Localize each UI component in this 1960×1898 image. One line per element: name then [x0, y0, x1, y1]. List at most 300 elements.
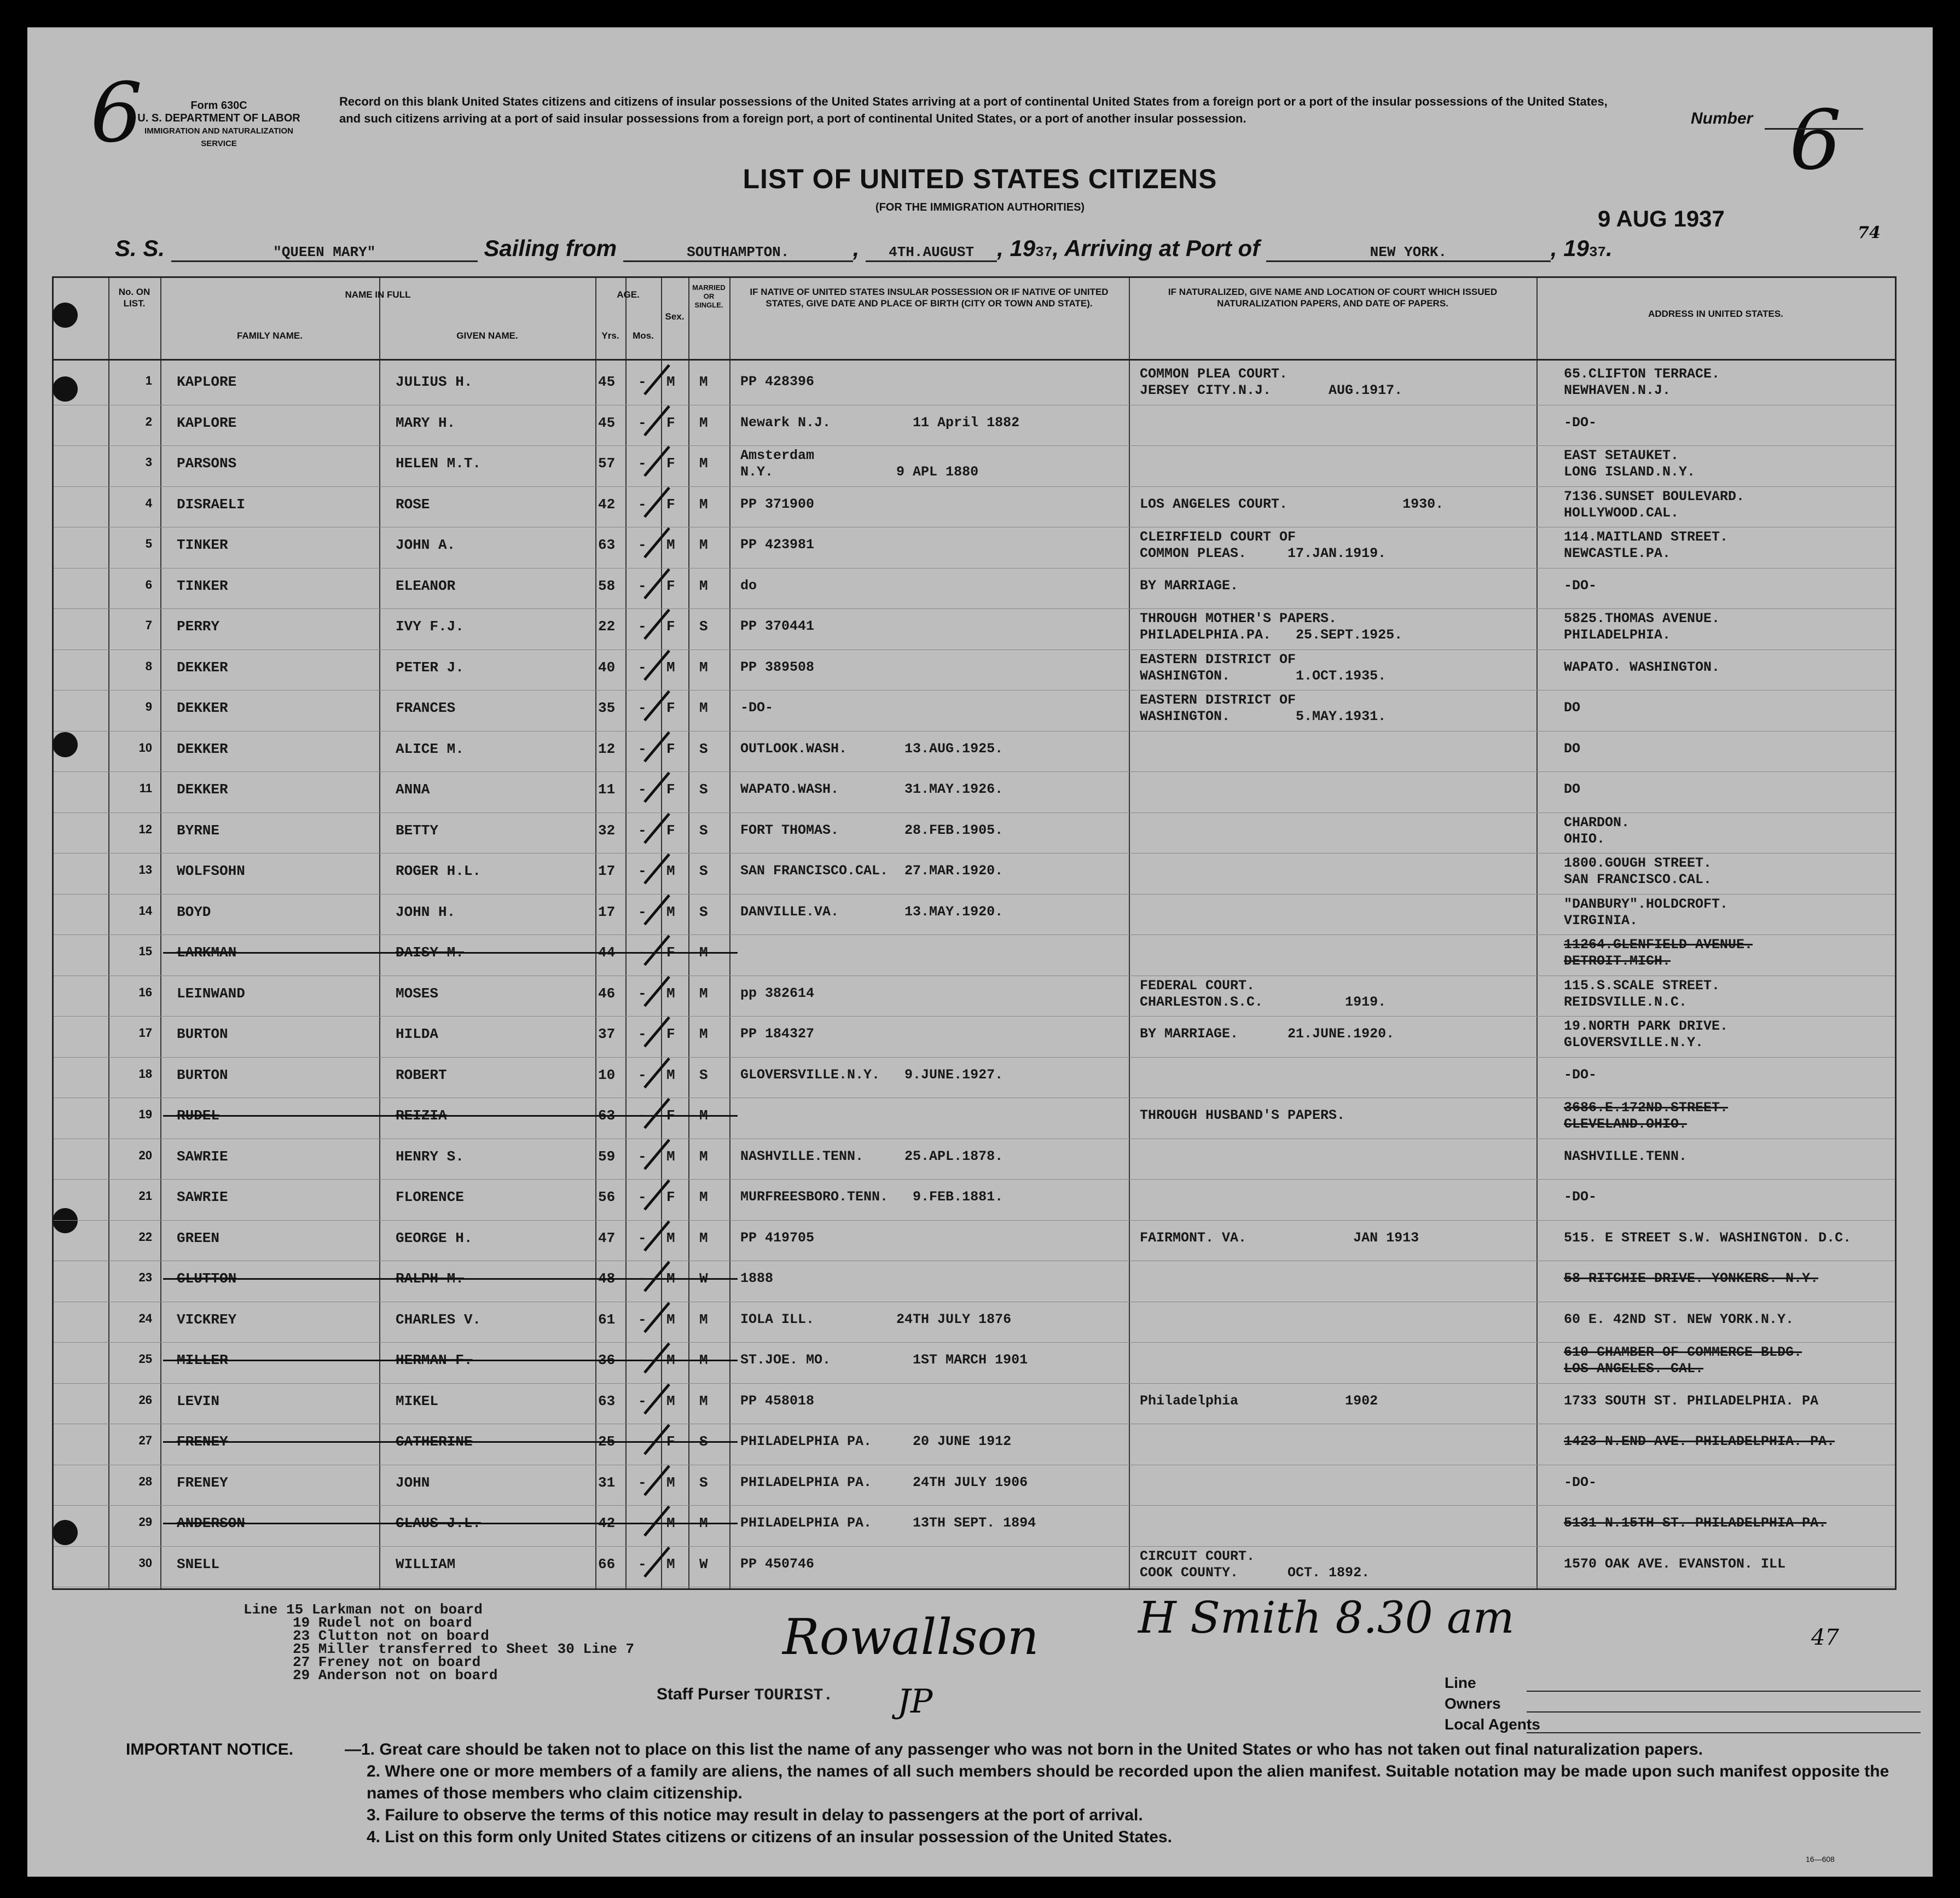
row-number: 18 [138, 1066, 152, 1081]
us-address-line1: DO [1564, 740, 1581, 757]
birth-info-line2: N.Y. 9 APL 1880 [740, 464, 979, 480]
row-number: 13 [138, 863, 152, 877]
binding-hole [53, 1520, 78, 1545]
page-number: 47 [1811, 1625, 1839, 1650]
notice-item: 4. List on this form only United States citizens or citizens of an insular possession of the United States. [367, 1828, 1172, 1846]
us-address-line1: 58 RITCHIE DRIVE. YONKERS. N.Y. [1564, 1270, 1819, 1286]
given-name: ALICE M. [396, 740, 464, 757]
header-name-in-full: NAME IN FULL [345, 289, 411, 300]
notice-item: 3. Failure to observe the terms of this notice may result in delay to passengers at the port of arrival. [367, 1806, 1143, 1824]
marital-status: M [699, 944, 708, 961]
age-months: - [638, 1555, 647, 1572]
us-address-line1: 1423 N.END AVE. PHILADELPHIA. PA. [1564, 1433, 1835, 1449]
naturalization-info-line1: BY MARRIAGE. 21.JUNE.1920. [1140, 1026, 1395, 1042]
arrival-year-prefix: 19 [1563, 235, 1589, 261]
marital-status: M [699, 455, 708, 472]
row-number: 6 [145, 577, 152, 591]
strike-through-line [163, 1115, 738, 1117]
birth-info-line1: Amsterdam [740, 448, 815, 463]
note-line: 29 Anderson not on board [293, 1667, 498, 1684]
purser-signature: Rowallson [782, 1609, 1039, 1666]
given-name: MIKEL [396, 1392, 439, 1409]
passenger-table [52, 276, 1897, 1590]
given-name: DAISY M. [396, 944, 464, 961]
birth-info-line1: OUTLOOK.WASH. 13.AUG.1925. [740, 740, 1004, 757]
naturalization-info-line1: EASTERN DISTRICT OF [1140, 692, 1296, 708]
sailing-label: Sailing from [484, 235, 617, 261]
given-name: ANNA [396, 781, 430, 798]
binding-hole [53, 1208, 78, 1233]
given-name: BETTY [396, 822, 439, 839]
us-address-line1: -DO- [1564, 1474, 1597, 1490]
birth-info-line1: PP 423981 [740, 537, 815, 553]
us-address-line1: 1733 SOUTH ST. PHILADELPHIA. PA [1564, 1392, 1819, 1409]
us-address-line2: CLEVELAND.OHIO. [1564, 1116, 1688, 1132]
age-months: - [638, 1107, 647, 1124]
us-address-line2: LOS ANGELES. CAL. [1564, 1361, 1704, 1377]
age-months: - [638, 618, 647, 635]
us-address-line2: NEWCASTLE.PA. [1564, 545, 1671, 561]
strike-through-line [163, 1441, 738, 1443]
us-address-line2: LONG ISLAND.N.Y. [1564, 464, 1696, 480]
us-address-line1: 5825.THOMAS AVENUE. [1564, 611, 1720, 626]
service-name: IMMIGRATION AND NATURALIZATION SERVICE [144, 126, 293, 148]
family-name: BURTON [177, 1026, 228, 1042]
sex: M [666, 1066, 675, 1083]
given-name: JOHN H. [396, 903, 456, 920]
number-field [1765, 128, 1863, 130]
given-name: PETER J. [396, 659, 464, 676]
given-name: ROBERT [396, 1066, 447, 1083]
owners-field [1527, 1711, 1921, 1713]
sex: F [666, 496, 675, 513]
header-no: No. ON LIST. [118, 287, 150, 309]
marital-status: S [699, 1066, 708, 1083]
marital-status: S [699, 903, 708, 920]
us-address-line2: VIRGINIA. [1564, 912, 1638, 928]
marital-status: M [699, 414, 708, 431]
age-years: 36 [598, 1352, 616, 1368]
corner-sheet-number-right: 6 [1789, 93, 1842, 188]
us-address-line1: 11264.GLENFIELD AVENUE. [1564, 937, 1753, 953]
row-number: 27 [138, 1433, 152, 1447]
us-address-line1: CHARDON. [1564, 814, 1630, 831]
sex: F [666, 1433, 675, 1450]
naturalization-info-line1: BY MARRIAGE. [1140, 577, 1239, 594]
sex: F [666, 781, 675, 798]
age-months: - [638, 781, 647, 798]
family-name: CLUTTON [177, 1270, 237, 1287]
birth-info-line1: -DO- [740, 700, 774, 716]
departure-year: 37 [1035, 244, 1053, 260]
age-years: 45 [598, 374, 616, 390]
age-months: - [638, 1352, 647, 1368]
age-months: - [638, 863, 647, 879]
arrival-year: 37 [1588, 244, 1607, 260]
given-name: MOSES [396, 985, 439, 1002]
line-field [1527, 1691, 1921, 1692]
family-name: DEKKER [177, 781, 228, 798]
row-number: 12 [138, 822, 152, 836]
naturalization-info-line2: COOK COUNTY. OCT. 1892. [1140, 1564, 1370, 1581]
age-months: - [638, 496, 647, 513]
year-prefix: 19 [1010, 235, 1036, 261]
us-address-line1: 7136.SUNSET BOULEVARD. [1564, 488, 1745, 504]
birth-info-line1: PP 450746 [740, 1555, 815, 1572]
given-name: JOHN A. [396, 537, 456, 553]
marital-status: M [699, 1026, 708, 1042]
age-months: - [638, 1392, 647, 1409]
sex: F [666, 740, 675, 757]
us-address-line1: -DO- [1564, 1189, 1597, 1205]
birth-info-line1: PP 370441 [740, 618, 815, 634]
header-address: ADDRESS IN UNITED STATES. [1648, 309, 1783, 319]
header-married-single: MARRIED OR SINGLE. [692, 283, 726, 309]
header-mos: Mos. [633, 330, 654, 341]
notice-item: —1. Great care should be taken not to place on this list the name of any passenger who was not born in the United States or who has not taken out final naturalization papers. [345, 1740, 1703, 1758]
family-name: LEVIN [177, 1392, 220, 1409]
row-number: 10 [138, 740, 152, 754]
us-address-line2: GLOVERSVILLE.N.Y. [1564, 1035, 1704, 1050]
given-name: ROSE [396, 496, 430, 513]
given-name: CHARLES V. [396, 1311, 482, 1328]
marital-status: M [699, 700, 708, 716]
marital-status: W [699, 1270, 708, 1287]
age-years: 46 [598, 985, 616, 1002]
birth-info-line1: pp 382614 [740, 985, 815, 1001]
family-name: BOYD [177, 903, 211, 920]
marital-status: M [699, 985, 708, 1002]
row-number: 3 [145, 455, 152, 469]
row-number: 26 [138, 1392, 152, 1407]
sex: F [666, 577, 675, 594]
family-name: KAPLORE [177, 414, 237, 431]
birth-info-line1: do [740, 577, 757, 594]
sex: M [666, 1148, 675, 1165]
sex: M [666, 1555, 675, 1572]
age-years: 32 [598, 822, 616, 839]
age-years: 40 [598, 659, 616, 676]
age-years: 10 [598, 1066, 616, 1083]
family-name: WOLFSOHN [177, 863, 245, 879]
naturalization-info-line1: CIRCUIT COURT. [1140, 1548, 1255, 1564]
row-number: 25 [138, 1352, 152, 1366]
marital-status: S [699, 1474, 708, 1491]
family-name: DEKKER [177, 659, 228, 676]
sex: M [666, 374, 675, 390]
age-years: 12 [598, 740, 616, 757]
family-name: VICKREY [177, 1311, 237, 1328]
sex: F [666, 1026, 675, 1042]
row-number: 20 [138, 1148, 152, 1162]
row-number: 4 [145, 496, 152, 510]
age-years: 61 [598, 1311, 616, 1328]
marital-status: M [699, 1189, 708, 1205]
age-years: 35 [598, 700, 616, 716]
age-years: 57 [598, 455, 616, 472]
naturalization-info-line2: WASHINGTON. 1.OCT.1935. [1140, 668, 1387, 684]
row-number: 22 [138, 1229, 152, 1244]
marital-status: M [699, 1311, 708, 1328]
age-months: - [638, 1189, 647, 1205]
birth-info-line1: PP 458018 [740, 1392, 815, 1409]
birth-info-line1: IOLA ILL. 24TH JULY 1876 [740, 1311, 1012, 1327]
row-number: 14 [138, 903, 152, 918]
sex: F [666, 1107, 675, 1124]
departure-date: 4TH.AUGUST [866, 244, 997, 262]
us-address-line2: OHIO. [1564, 831, 1605, 847]
sex: F [666, 700, 675, 716]
given-name: MARY H. [396, 414, 456, 431]
age-years: 17 [598, 903, 616, 920]
family-name: PARSONS [177, 455, 237, 472]
header-naturalization: IF NATURALIZED, GIVE NAME AND LOCATION OF COURT WHICH ISSUED NATURALIZATION PAPERS, AND DATE OF PAPERS. [1168, 287, 1498, 309]
given-name: CLAUS J.L. [396, 1515, 482, 1531]
row-number: 8 [145, 659, 152, 673]
given-name: WILLIAM [396, 1555, 456, 1572]
age-years: 17 [598, 863, 616, 879]
us-address-line1: -DO- [1564, 1066, 1597, 1083]
row-number: 17 [138, 1026, 152, 1040]
us-address-line1: 65.CLIFTON TERRACE. [1564, 366, 1720, 382]
strike-through-line [163, 952, 738, 954]
us-address-line2: NEWHAVEN.N.J. [1564, 382, 1671, 398]
us-address-line1: 1570 OAK AVE. EVANSTON. ILL [1564, 1555, 1786, 1572]
age-months: - [638, 374, 647, 390]
birth-info-line1: PP 371900 [740, 496, 815, 512]
us-address-line1: 115.S.SCALE STREET. [1564, 977, 1720, 994]
row-number: 23 [138, 1270, 152, 1284]
row-number: 30 [138, 1555, 152, 1570]
voyage-line: S. S. "QUEEN MARY" Sailing from SOUTHAMPTON. , 4TH.AUGUST , 1937, Arriving at Port of NEW YORK. , 1937. [115, 235, 1613, 261]
note-line: Line 15 Larkman not on board [243, 1601, 483, 1618]
marital-status: S [699, 863, 708, 879]
age-months: - [638, 1433, 647, 1450]
us-address-line1: 5131 N.15TH ST. PHILADELPHIA PA. [1564, 1515, 1827, 1531]
sex: M [666, 1270, 675, 1287]
initials: JP [897, 1682, 933, 1721]
age-years: 63 [598, 537, 616, 553]
row-number: 9 [145, 700, 152, 713]
arrival-date-stamp: 9 AUG 1937 [1598, 206, 1725, 231]
family-name: PERRY [177, 618, 220, 635]
naturalization-info-line1: LOS ANGELES COURT. 1930. [1140, 496, 1444, 512]
birth-info-line1: PHILADELPHIA PA. 24TH JULY 1906 [740, 1474, 1028, 1490]
family-name: DISRAELI [177, 496, 245, 513]
number-label: Number [1691, 109, 1753, 127]
marital-status: M [699, 577, 708, 594]
header-family-name: FAMILY NAME. [237, 330, 303, 341]
marital-status: M [699, 1352, 708, 1368]
birth-info-line1: 1888 [740, 1270, 774, 1286]
staff-purser [657, 1685, 833, 1705]
sex: M [666, 863, 675, 879]
sex: M [666, 985, 675, 1002]
birth-info-line1: NASHVILLE.TENN. 25.APL.1878. [740, 1148, 1004, 1164]
birth-info-line1: PP 389508 [740, 659, 815, 675]
given-name: RALPH M. [396, 1270, 464, 1287]
binding-hole [53, 303, 78, 328]
given-name: ROGER H.L. [396, 863, 482, 879]
us-address-line1: 19.NORTH PARK DRIVE. [1564, 1018, 1729, 1034]
age-months: - [638, 903, 647, 920]
marital-status: M [699, 537, 708, 553]
us-address-line1: EAST SETAUKET. [1564, 448, 1679, 463]
age-years: 56 [598, 1189, 616, 1205]
marital-status: M [699, 1515, 708, 1531]
family-name: DEKKER [177, 700, 228, 716]
naturalization-info-line2: WASHINGTON. 5.MAY.1931. [1140, 709, 1387, 724]
age-months: - [638, 455, 647, 472]
marital-status: M [699, 1392, 708, 1409]
manifest-sheet [27, 27, 1933, 1877]
age-months: - [638, 1026, 647, 1042]
line-label: Line [1445, 1674, 1476, 1691]
sex: M [666, 1392, 675, 1409]
family-name: ANDERSON [177, 1515, 245, 1531]
given-name: IVY F.J. [396, 618, 464, 635]
family-name: BURTON [177, 1066, 228, 1083]
page-subtitle: (FOR THE IMMIGRATION AUTHORITIES) [875, 201, 1085, 213]
sex: M [666, 1352, 675, 1368]
age-months: - [638, 659, 647, 676]
form-identifier [126, 100, 312, 150]
age-years: 59 [598, 1148, 616, 1165]
row-number: 7 [145, 618, 152, 632]
binding-hole [53, 376, 78, 402]
header-native-birth: IF NATIVE OF UNITED STATES INSULAR POSSESSION OR IF NATIVE OF UNITED STATES, GIVE DATE AND PLACE OF BIRTH (CITY OR TOWN AND STATE). [750, 287, 1109, 309]
row-number: 5 [145, 537, 152, 550]
arriving-label: Arriving at Port of [1064, 235, 1260, 261]
family-name: SNELL [177, 1555, 220, 1572]
owners-label: Owners [1445, 1695, 1501, 1712]
us-address-line1: DO [1564, 781, 1581, 797]
naturalization-info-line1: COMMON PLEA COURT. [1140, 366, 1288, 382]
naturalization-info-line1: Philadelphia 1902 [1140, 1392, 1378, 1409]
family-name: KAPLORE [177, 374, 237, 390]
age-years: 25 [598, 1433, 616, 1450]
age-months: - [638, 1311, 647, 1328]
ship-name: "QUEEN MARY" [171, 244, 478, 262]
family-name: FRENEY [177, 1474, 228, 1491]
us-address-line2: DETROIT.MICH. [1564, 953, 1671, 969]
family-name: BYRNE [177, 822, 220, 839]
age-years: 58 [598, 577, 616, 594]
age-years: 11 [598, 781, 616, 798]
binding-hole [53, 732, 78, 757]
us-address-line1: 610 CHAMBER OF COMMERCE BLDG. [1564, 1344, 1802, 1360]
sex: F [666, 822, 675, 839]
header-yrs: Yrs. [601, 330, 619, 341]
sex: M [666, 1474, 675, 1491]
purser-value: TOURIST. [754, 1686, 833, 1705]
age-years: 63 [598, 1392, 616, 1409]
family-name: LARKMAN [177, 944, 237, 961]
family-name: LEINWAND [177, 985, 245, 1002]
naturalization-info-line2: CHARLESTON.S.C. 1919. [1140, 994, 1387, 1010]
age-months: - [638, 700, 647, 716]
row-number: 11 [139, 781, 152, 795]
family-name: DEKKER [177, 740, 228, 757]
age-months: - [638, 1229, 647, 1246]
age-months: - [638, 822, 647, 839]
row-number: 28 [138, 1474, 152, 1488]
us-address-line1: 1800.GOUGH STREET. [1564, 855, 1712, 871]
naturalization-info-line1: FAIRMONT. VA. JAN 1913 [1140, 1229, 1419, 1246]
naturalization-info-line1: THROUGH MOTHER'S PAPERS. [1140, 611, 1337, 626]
marital-status: S [699, 822, 708, 839]
birth-info-line1: MURFREESBORO.TENN. 9.FEB.1881. [740, 1189, 1004, 1205]
strike-through-line [163, 1278, 738, 1280]
given-name: HILDA [396, 1026, 439, 1042]
age-months: - [638, 1148, 647, 1165]
inspector-time-note: H Smith 8.30 am [1138, 1592, 1515, 1643]
line-notes [243, 1603, 634, 1682]
age-years: 31 [598, 1474, 616, 1491]
note-line: 27 Freney not on board [293, 1654, 481, 1670]
given-name: HELEN M.T. [396, 455, 482, 472]
family-name: RUDEL [177, 1107, 220, 1124]
family-name: GREEN [177, 1229, 220, 1246]
given-name: FLORENCE [396, 1189, 464, 1205]
marital-status: S [699, 740, 708, 757]
naturalization-info-line1: THROUGH HUSBAND'S PAPERS. [1140, 1107, 1346, 1123]
sex: M [666, 1515, 675, 1531]
age-months: - [638, 1474, 647, 1491]
us-address-line1: 515. E STREET S.W. WASHINGTON. D.C. [1564, 1229, 1852, 1246]
sex: F [666, 1189, 675, 1205]
row-number: 19 [138, 1107, 152, 1121]
local-agents-field [1527, 1732, 1921, 1733]
us-address-line2: REIDSVILLE.N.C. [1564, 994, 1688, 1010]
marital-status: S [699, 781, 708, 798]
us-address-line2: HOLLYWOOD.CAL. [1564, 504, 1679, 521]
birth-info-line1: ST.JOE. MO. 1ST MARCH 1901 [740, 1352, 1028, 1368]
marital-status: M [699, 1107, 708, 1124]
naturalization-info-line2: JERSEY CITY.N.J. AUG.1917. [1140, 382, 1403, 398]
family-name: SAWRIE [177, 1189, 228, 1205]
arrival-port: NEW YORK. [1266, 244, 1551, 262]
naturalization-info-line2: PHILADELPHIA.PA. 25.SEPT.1925. [1140, 627, 1403, 643]
family-name: TINKER [177, 577, 228, 594]
given-name: FRANCES [396, 700, 456, 716]
age-months: - [638, 1270, 647, 1287]
birth-info-line1: PP 419705 [740, 1229, 815, 1246]
header-age: AGE. [617, 289, 640, 300]
birth-info-line1: PHILADELPHIA PA. 20 JUNE 1912 [740, 1433, 1012, 1449]
header-given-name: GIVEN NAME. [456, 330, 518, 341]
birth-info-line1: WAPATO.WASH. 31.MAY.1926. [740, 781, 1004, 797]
age-months: - [638, 1066, 647, 1083]
age-months: - [638, 577, 647, 594]
naturalization-info-line2: COMMON PLEAS. 17.JAN.1919. [1140, 545, 1387, 561]
us-address-line1: -DO- [1564, 414, 1597, 431]
row-number: 15 [138, 944, 152, 958]
print-code: 16—608 [1806, 1855, 1835, 1864]
family-name: FRENEY [177, 1433, 228, 1450]
family-name: MILLER [177, 1352, 228, 1368]
us-address-line1: 60 E. 42ND ST. NEW YORK.N.Y. [1564, 1311, 1794, 1327]
given-name: ELEANOR [396, 577, 456, 594]
age-years: 45 [598, 414, 616, 431]
age-years: 37 [598, 1026, 616, 1042]
age-months: - [638, 537, 647, 553]
record-instructions: Record on this blank United States citizens and citizens of insular possessions of the United States arriving at a port of continental United States from a foreign port or a port of the insular possessions of the United States, and such citizens arriving at a port of said insular possessions from a foreign port, a port of continental United States, or a port of another insular possession. [339, 95, 1608, 125]
local-agents-label: Local Agents [1445, 1716, 1540, 1733]
marital-status: M [699, 1148, 708, 1165]
us-address-line1: 3686.E.172ND.STREET. [1564, 1100, 1729, 1116]
given-name: CATHERINE [396, 1433, 473, 1450]
